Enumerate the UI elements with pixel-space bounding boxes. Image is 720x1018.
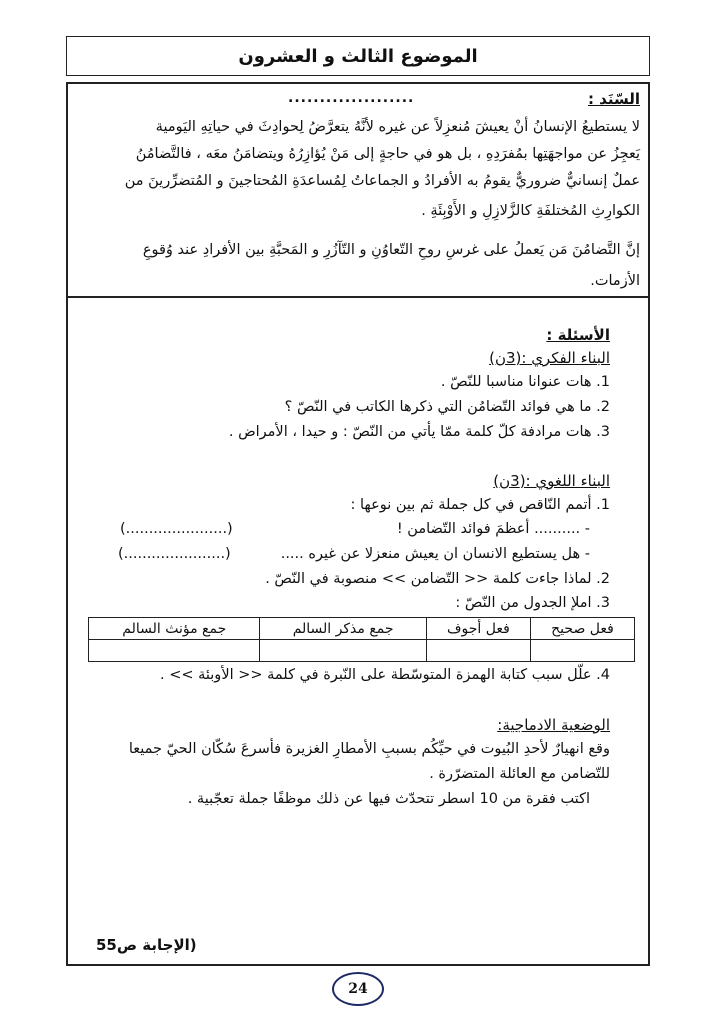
lughawi-question-2: 2. لماذا جاءت كلمة << التّضامن >> منصوبة في النّصّ . — [265, 571, 610, 587]
sanad-line: الأزمات. — [590, 273, 640, 289]
sanad-dots: .................... — [288, 90, 415, 106]
table-cell — [260, 640, 426, 662]
table-cell — [530, 640, 634, 662]
page-number — [332, 972, 384, 1006]
table-header: جمع مؤنث السالم — [89, 618, 260, 640]
table-header: جمع مذكر السالم — [260, 618, 426, 640]
table-header: فعل صحيح — [530, 618, 634, 640]
sanad-line: الكوارِثِ المُختلفَةِ كالزَّلازِلِ و الأَوْبِئَةِ . — [421, 203, 640, 219]
table-cell — [426, 640, 530, 662]
section-divider — [66, 296, 650, 298]
lughawi-question-4: 4. علّل سبب كتابة الهمزة المتوسّطة على النّبرة في كلمة << الأوبئة >> . — [160, 667, 610, 683]
page-title: الموضوع الثالث و العشرون — [238, 45, 478, 67]
table-row — [89, 640, 635, 662]
idmaj-line: وقع انهيارٌ لأحدِ البُيوت في حيِّكُم بسببِ الأمطارِ الغزيرة فأسرعَ سُكّان الحيّ جميعا — [128, 741, 610, 757]
lughawi-question-1a: - .......... أعظمَ فوائد التّضامن ! — [396, 521, 590, 537]
title-box — [66, 36, 650, 76]
lughawi-heading: البناء اللغوي :(3ن) — [493, 472, 610, 490]
table-header-row — [89, 618, 635, 640]
idmaj-heading: الوضعية الادماجية: — [497, 716, 610, 734]
sanad-line: يَعجِزُ عن مواجهَتِها بمُفرَدِهِ ، بل هو في حاجةٍ إلى مَنْ يُؤازِرُهُ ويتضامَنُ معَه ، فالتَّضامُنُ — [135, 146, 640, 162]
page-number-text: 24 — [348, 981, 368, 997]
idmaj-line: للتّضامن مع العائلة المتضرّرة . — [429, 766, 610, 782]
sanad-line: إنَّ التَّضامُنَ مَن يَعملُ على غرسِ روحِ التّعاوُنِ و التّآزُرِ و المَحبَّةِ بين الأفرادِ عند وُقوعِ — [142, 242, 640, 258]
idmaj-line: اكتب فقرة من 10 اسطر تتحدّث فيها عن ذلك موظفًا جملة تعجّبية . — [187, 791, 590, 807]
sanad-line: لا يستطيعُ الإنسانُ أنْ يعيشَ مُنعزِلاً عن غيره لأنَّهُ يتعرَّضُ لِحوادِثَ في حياتِهِ اليَومية — [155, 119, 640, 135]
fikri-heading: البناء الفكري :(3ن) — [489, 349, 610, 367]
table-cell — [89, 640, 260, 662]
sanad-line: عملٌ إنسانيٌّ ضروريٌّ يقومُ به الأفرادُ و الجماعاتُ لِمُساعدَةِ المُحتاجينَ و المُتضرِّرينَ من — [124, 173, 640, 189]
questions-heading: الأسئلة : — [546, 326, 610, 344]
fikri-question: 3. هات مرادفة كلّ كلمة ممّا يأتي من النّصّ : و حيدا ، الأمراض . — [228, 424, 610, 440]
table-header: فعل أجوف — [426, 618, 530, 640]
answer-blank: (......................) — [120, 521, 233, 537]
answer-blank: (......................) — [118, 546, 231, 562]
answer-page-reference: (الإجابة ص55 — [96, 936, 197, 954]
lughawi-question-1: 1. أتمم النّاقص في كل جملة ثم بين نوعها : — [350, 497, 610, 513]
fikri-question: 2. ما هي فوائد التّضامُن التي ذكرها الكاتب في النّصّ ؟ — [284, 399, 610, 415]
sanad-label: السّنَد : — [587, 90, 640, 108]
lughawi-question-3: 3. املإ الجدول من النّصّ : — [455, 595, 610, 611]
fikri-question: 1. هات عنوانا مناسبا للنّصّ . — [440, 374, 610, 390]
answer-table — [88, 617, 635, 662]
lughawi-question-1b: - هل يستطيع الانسان ان يعيش منعزلا عن غيره ..... — [280, 546, 590, 562]
